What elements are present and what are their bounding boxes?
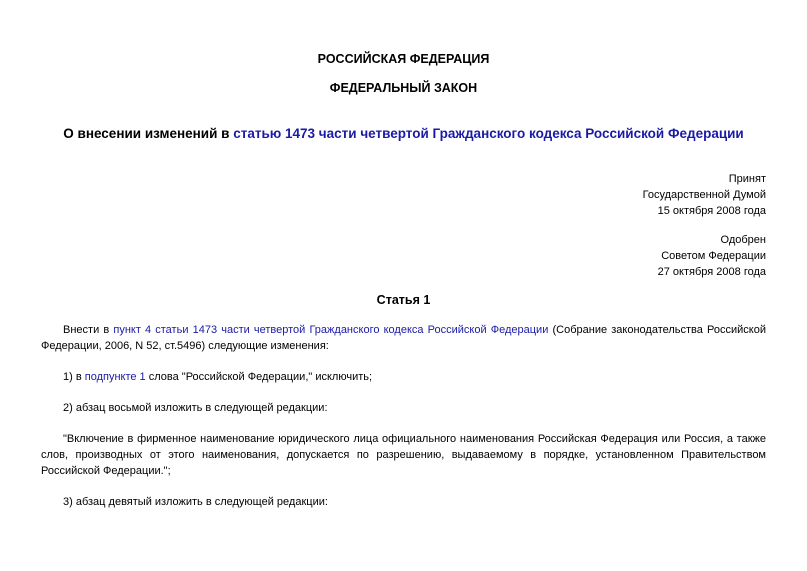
paragraph-item-1-suffix: слова "Российской Федерации," исключить; (145, 371, 373, 383)
country-heading: РОССИЙСКАЯ ФЕДЕРАЦИЯ (317, 52, 490, 66)
code-article-link[interactable]: пункт 4 статьи 1473 части четвертой Гражданского кодекса Российской Федерации (113, 324, 549, 336)
law-title-prefix: О внесении изменений в (63, 126, 234, 141)
approved-date: 27 октября 2008 года (657, 266, 766, 278)
law-title-link[interactable]: статью 1473 части четвертой Гражданского кодекса Российской Федерации (233, 126, 744, 141)
paragraph-intro (41, 322, 766, 354)
adopted-body: Государственной Думой (642, 189, 766, 201)
paragraph-quote: "Включение в фирменное наименование юридического лица официального наименования Российская Федерация или Россия, а также слов, производных от этого наименования, допускается по разрешению, выдаваемому в порядке, установленном Правительством Российской Федерации."; (41, 433, 766, 477)
subpoint-link[interactable]: подпункте 1 (84, 371, 146, 383)
paragraph-intro-prefix: Внести в (63, 324, 114, 336)
law-title (0, 126, 807, 141)
paragraph-item-3: 3) абзац девятый изложить в следующей редакции: (63, 496, 328, 508)
paragraph-item-2: 2) абзац восьмой изложить в следующей редакции: (63, 402, 328, 414)
adopted-label: Принят (728, 173, 766, 185)
adopted-block (466, 171, 766, 219)
paragraph-item-1-prefix: 1) в (63, 371, 85, 383)
approved-label: Одобрен (720, 234, 766, 246)
approved-body: Советом Федерации (661, 250, 766, 262)
article-heading: Статья 1 (376, 293, 431, 307)
adopted-date: 15 октября 2008 года (657, 205, 766, 217)
approved-block (466, 232, 766, 280)
law-type-heading: ФЕДЕРАЛЬНЫЙ ЗАКОН (329, 81, 478, 95)
paragraph-intro-suffix: (Собрание законодательства Российской Федерации, 2006, N 52, ст.5496) следующие изменения: (41, 324, 767, 352)
paragraph-item-1 (41, 369, 766, 385)
